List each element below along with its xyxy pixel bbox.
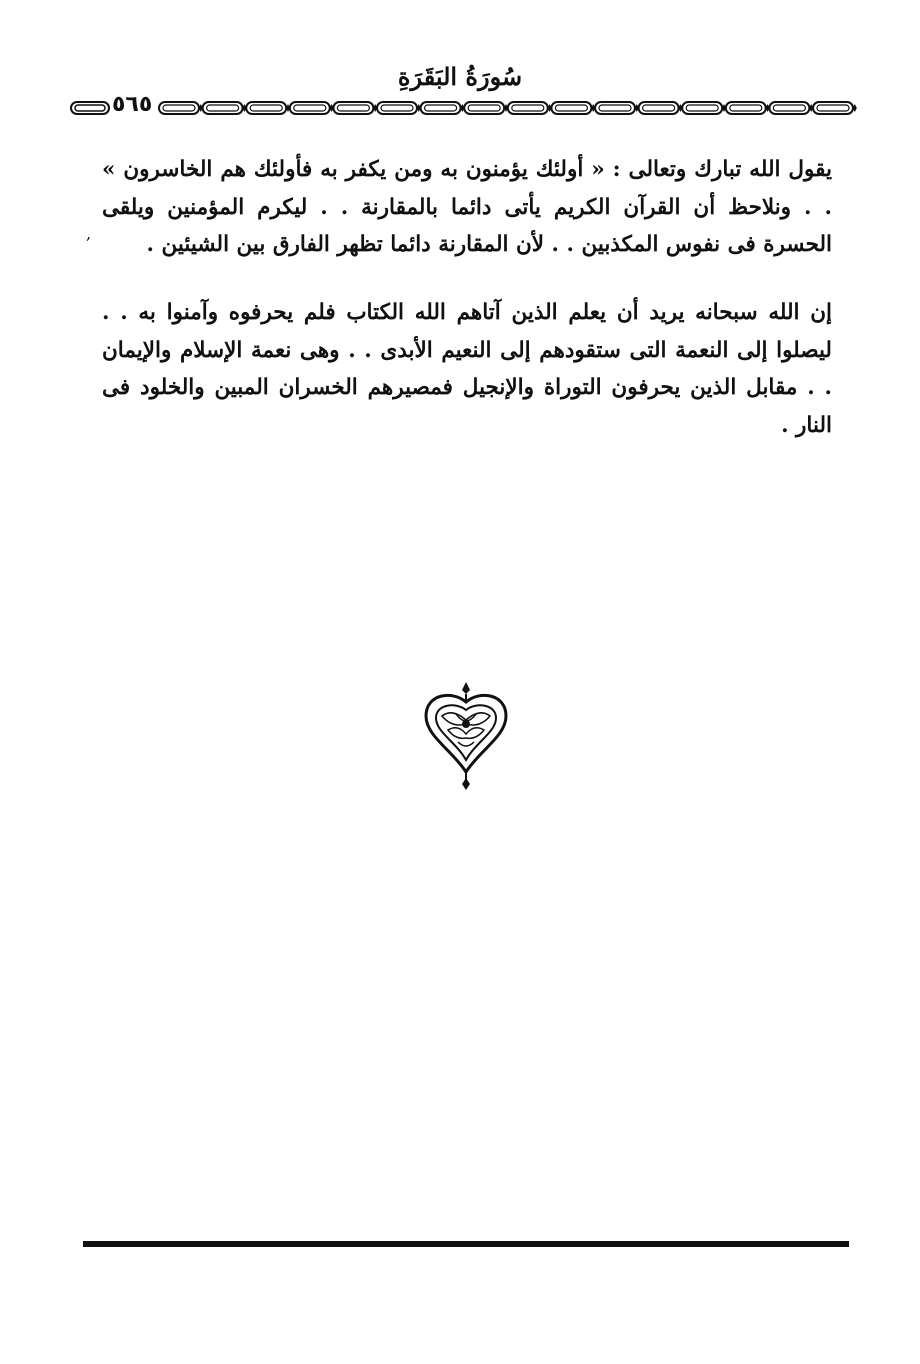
page-number: ٥٦٥ <box>112 92 153 117</box>
paragraph-2: إن الله سبحانه يريد أن يعلم الذين آتاهم الله الكتاب فلم يحرفوه وآمنوا به . . ليصلوا إلى النعمة التى ستقودهم إلى النعيم الأبدى . . وهى نعمة الإسلام والإيمان . . مقابل الذين يحرفون التوراة والإنجيل فمصيرهم الخسران المبين والخلود فى النار . <box>102 300 832 438</box>
heart-arabesque-ornament-icon <box>422 680 510 790</box>
paragraph-1: يقول الله تبارك وتعالى : « أولئك يؤمنون به ومن يكفر به فأولئك هم الخاسرون » . . ونلاحظ أن القرآن الكريم يأتى دائما بالمقارنة . . ليكرم المؤمنين ويلقى الحسرة فى نفوس المكذبين . . لأن المقارنة دائما تظهر الفارق بين الشيئين . <box>102 157 832 257</box>
footer-rule <box>83 1241 849 1247</box>
surah-title: سُورَةُ البَقَرَةِ <box>397 62 523 91</box>
page-header <box>60 56 860 126</box>
ornamental-chain-border-icon <box>158 100 858 116</box>
stray-mark: , <box>86 224 92 243</box>
ornamental-chain-border-icon <box>70 100 110 116</box>
